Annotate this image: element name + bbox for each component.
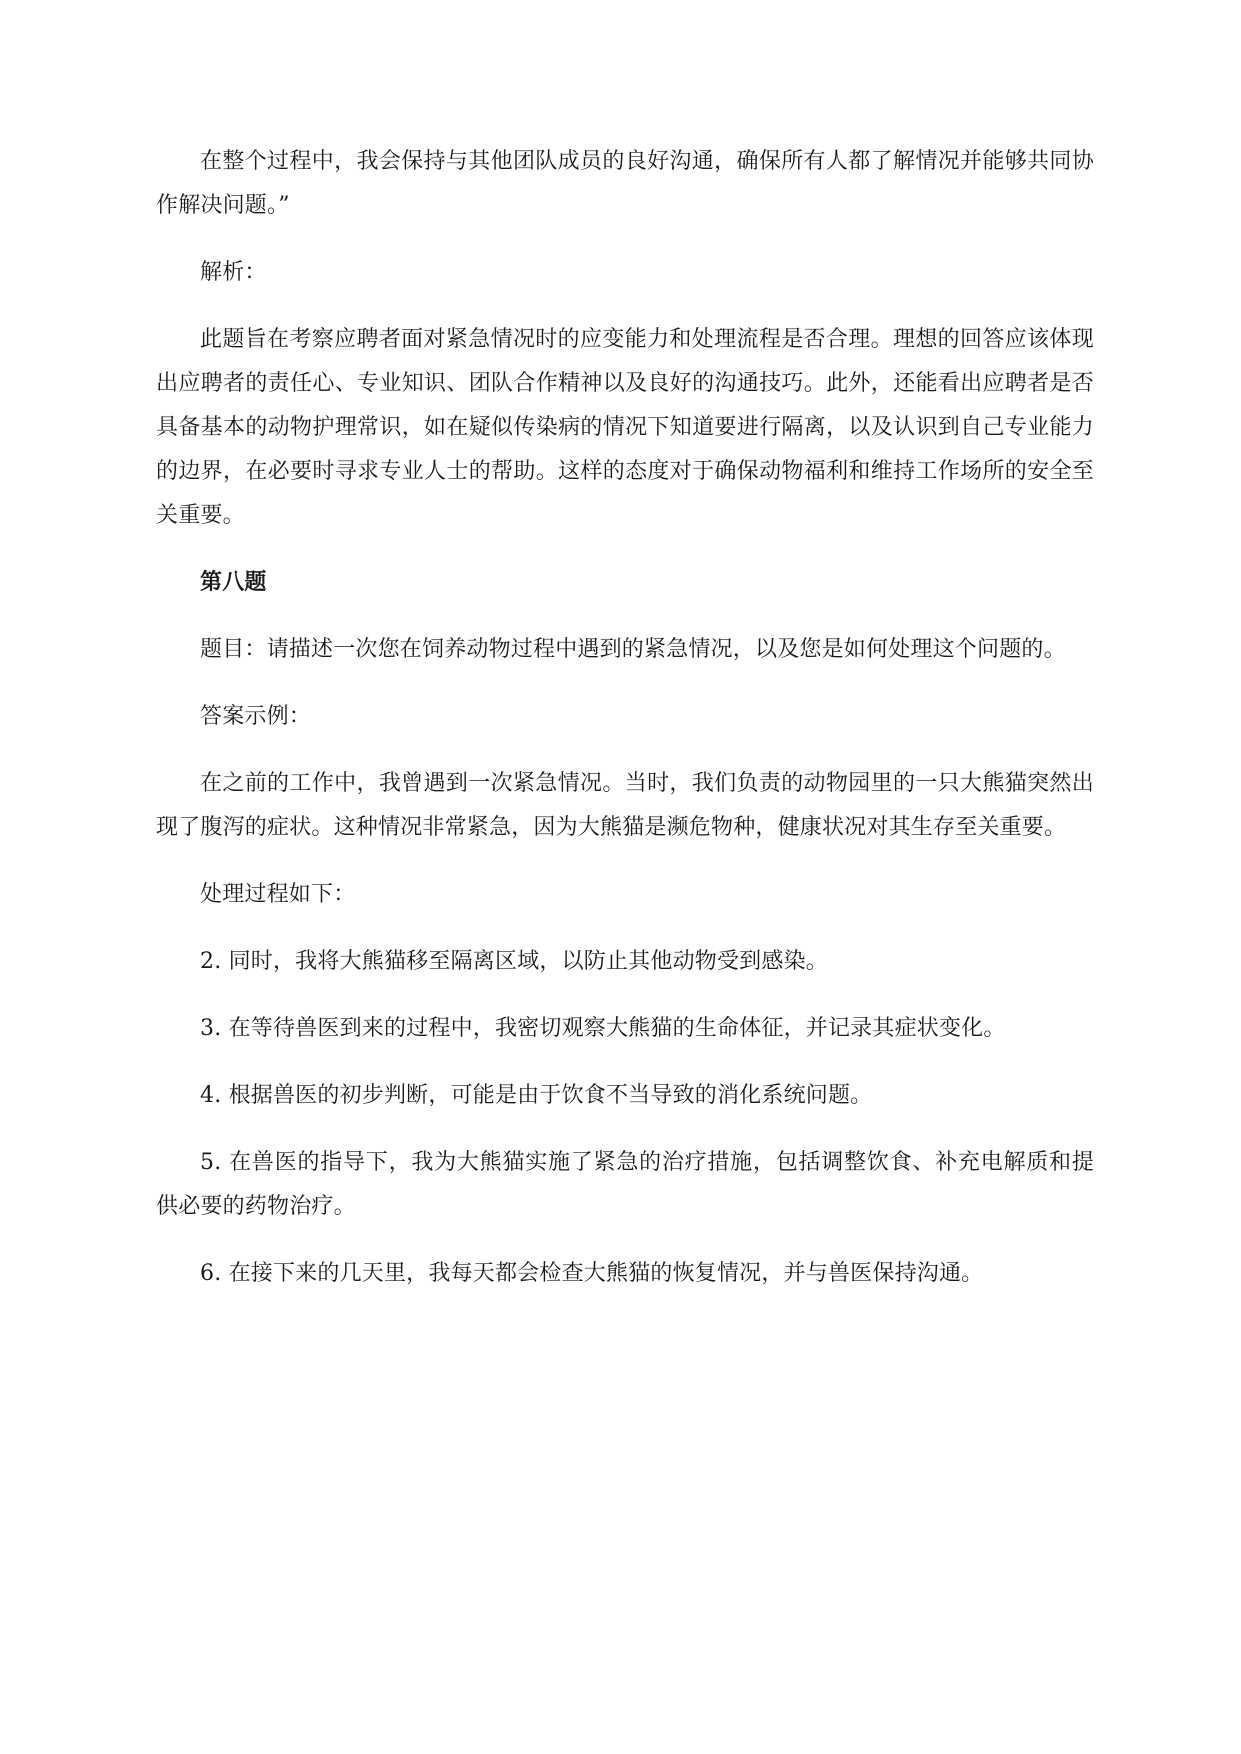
paragraph-team-communication: 在整个过程中，我会保持与其他团队成员的良好沟通，确保所有人都了解情况并能够共同协作解决问题。”: [156, 149, 1094, 218]
paragraph-process-label: 处理过程如下：: [200, 882, 356, 907]
paragraph-answer-intro: 在之前的工作中，我曾遇到一次紧急情况。当时，我们负责的动物园里的一只大熊猫突然出现了腹泻的症状。这种情况非常紧急，因为大熊猫是濒危物种，健康状况对其生存至关重要。: [156, 771, 1094, 840]
document-body: [156, 140, 1094, 1319]
paragraph-answer-label: 答案示例：: [200, 704, 312, 729]
list-item-step-2: 2. 同时，我将大熊猫移至隔离区域，以防止其他动物受到感染。: [200, 949, 828, 974]
list-item-step-4: 4. 根据兽医的初步判断，可能是由于饮食不当导致的消化系统问题。: [200, 1083, 873, 1108]
paragraph-question: 题目：请描述一次您在饲养动物过程中遇到的紧急情况，以及您是如何处理这个问题的。: [200, 637, 1066, 662]
paragraph-analysis-body: 此题旨在考察应聘者面对紧急情况时的应变能力和处理流程是否合理。理想的回答应该体现出应聘者的责任心、专业知识、团队合作精神以及良好的沟通技巧。此外，还能看出应聘者是否具备基本的动物护理常识，如在疑似传染病的情况下知道要进行隔离，以及认识到自己专业能力的边界，在必要时寻求专业人士的帮助。这样的态度对于确保动物福利和维持工作场所的安全至关重要。: [156, 327, 1094, 528]
list-item-step-3: 3. 在等待兽医到来的过程中，我密切观察大熊猫的生命体征，并记录其症状变化。: [200, 1016, 1006, 1041]
paragraph-analysis-label: 解析：: [200, 260, 267, 285]
list-item-step-5: 5. 在兽医的指导下，我为大熊猫实施了紧急的治疗措施，包括调整饮食、补充电解质和提供必要的药物治疗。: [156, 1150, 1094, 1219]
list-item-step-6: 6. 在接下来的几天里，我每天都会检查大熊猫的恢复情况，并与兽医保持沟通。: [200, 1261, 984, 1286]
section-heading-question-8: 第八题: [200, 570, 267, 595]
